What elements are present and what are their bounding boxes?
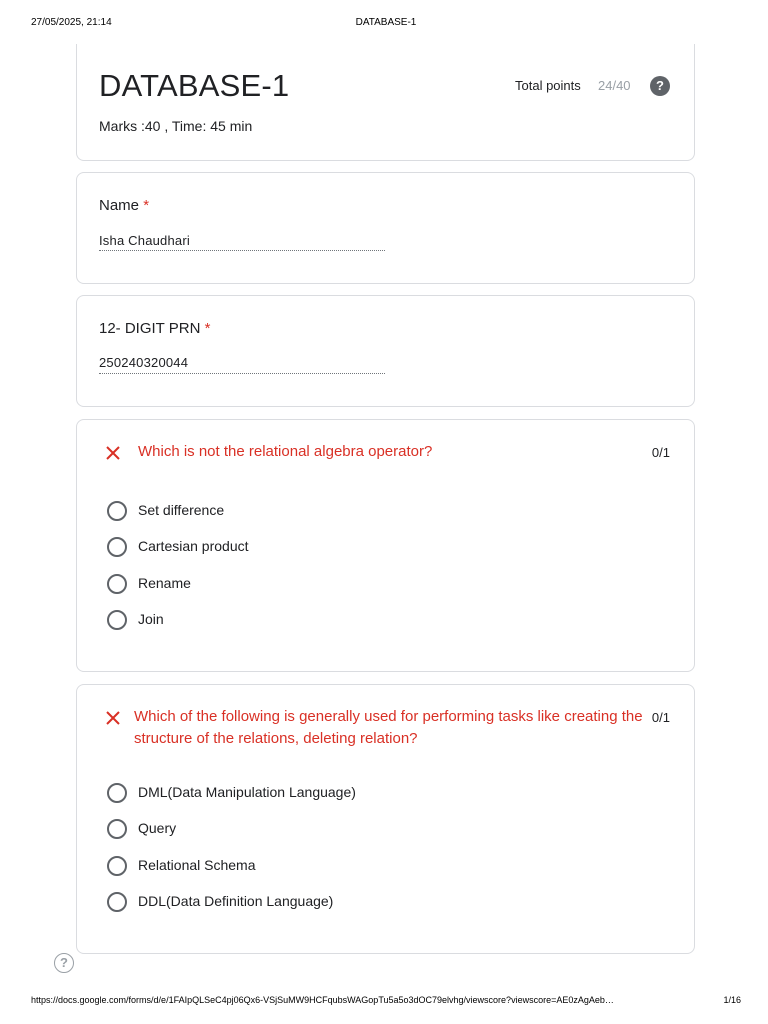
- help-icon[interactable]: ?: [54, 953, 74, 973]
- prn-field-card: [76, 295, 695, 407]
- print-datetime: 27/05/2025, 21:14: [31, 17, 112, 28]
- option-label: Cartesian product: [138, 538, 249, 554]
- option-label: Join: [138, 611, 164, 627]
- answer-underline: [99, 250, 385, 251]
- prn-label-text: 12- DIGIT PRN: [99, 320, 205, 337]
- form-title: DATABASE-1: [99, 68, 290, 103]
- option-label: DML(Data Manipulation Language): [138, 784, 356, 800]
- radio-button[interactable]: [107, 783, 127, 803]
- option-label: Rename: [138, 575, 191, 591]
- name-field-card: [76, 172, 695, 284]
- print-url: https://docs.google.com/forms/d/e/1FAIpQLSeC4pj06Qx6-VSjSuMW9HCFqubsWAGopTu5a5o3dOC79elvhg/viewscore?viewscore=AE0zAgAeb…: [31, 995, 614, 1005]
- print-header: [31, 17, 741, 31]
- question-card: [76, 684, 695, 954]
- name-answer: Isha Chaudhari: [99, 233, 190, 248]
- print-footer: [31, 995, 741, 1009]
- help-icon[interactable]: ?: [650, 76, 670, 96]
- question-title: Which of the following is generally used for performing tasks like creating the structure of the relations, deleting relation?: [134, 708, 643, 747]
- answer-underline: [99, 373, 385, 374]
- close-icon: [103, 708, 123, 728]
- radio-button[interactable]: [107, 537, 127, 557]
- form-header-card: [76, 44, 695, 161]
- radio-button[interactable]: [107, 856, 127, 876]
- close-icon: [103, 443, 123, 463]
- name-field-label: [99, 197, 149, 214]
- required-marker: *: [204, 320, 211, 337]
- option-label: Query: [138, 820, 177, 836]
- form-description: Marks :40 , Time: 45 min: [99, 118, 253, 134]
- print-doc-title: DATABASE-1: [355, 17, 417, 28]
- option-label: Set difference: [138, 502, 225, 518]
- radio-button[interactable]: [107, 501, 127, 521]
- question-title: Which is not the relational algebra operator?: [138, 443, 433, 460]
- name-label-text: Name: [99, 197, 140, 214]
- radio-button[interactable]: [107, 574, 127, 594]
- option-label: Relational Schema: [138, 857, 256, 873]
- prn-answer: 250240320044: [99, 355, 189, 370]
- prn-field-label: [99, 320, 210, 337]
- radio-button[interactable]: [107, 892, 127, 912]
- total-score: 24/40: [598, 78, 631, 93]
- radio-button[interactable]: [107, 819, 127, 839]
- question-card: [76, 419, 695, 672]
- required-marker: *: [143, 197, 150, 214]
- total-points-label: Total points: [515, 78, 581, 93]
- question-score: 0/1: [651, 710, 670, 725]
- radio-button[interactable]: [107, 610, 127, 630]
- question-score: 0/1: [651, 445, 670, 460]
- option-label: DDL(Data Definition Language): [138, 893, 334, 909]
- print-page-number: 1/16: [723, 995, 741, 1005]
